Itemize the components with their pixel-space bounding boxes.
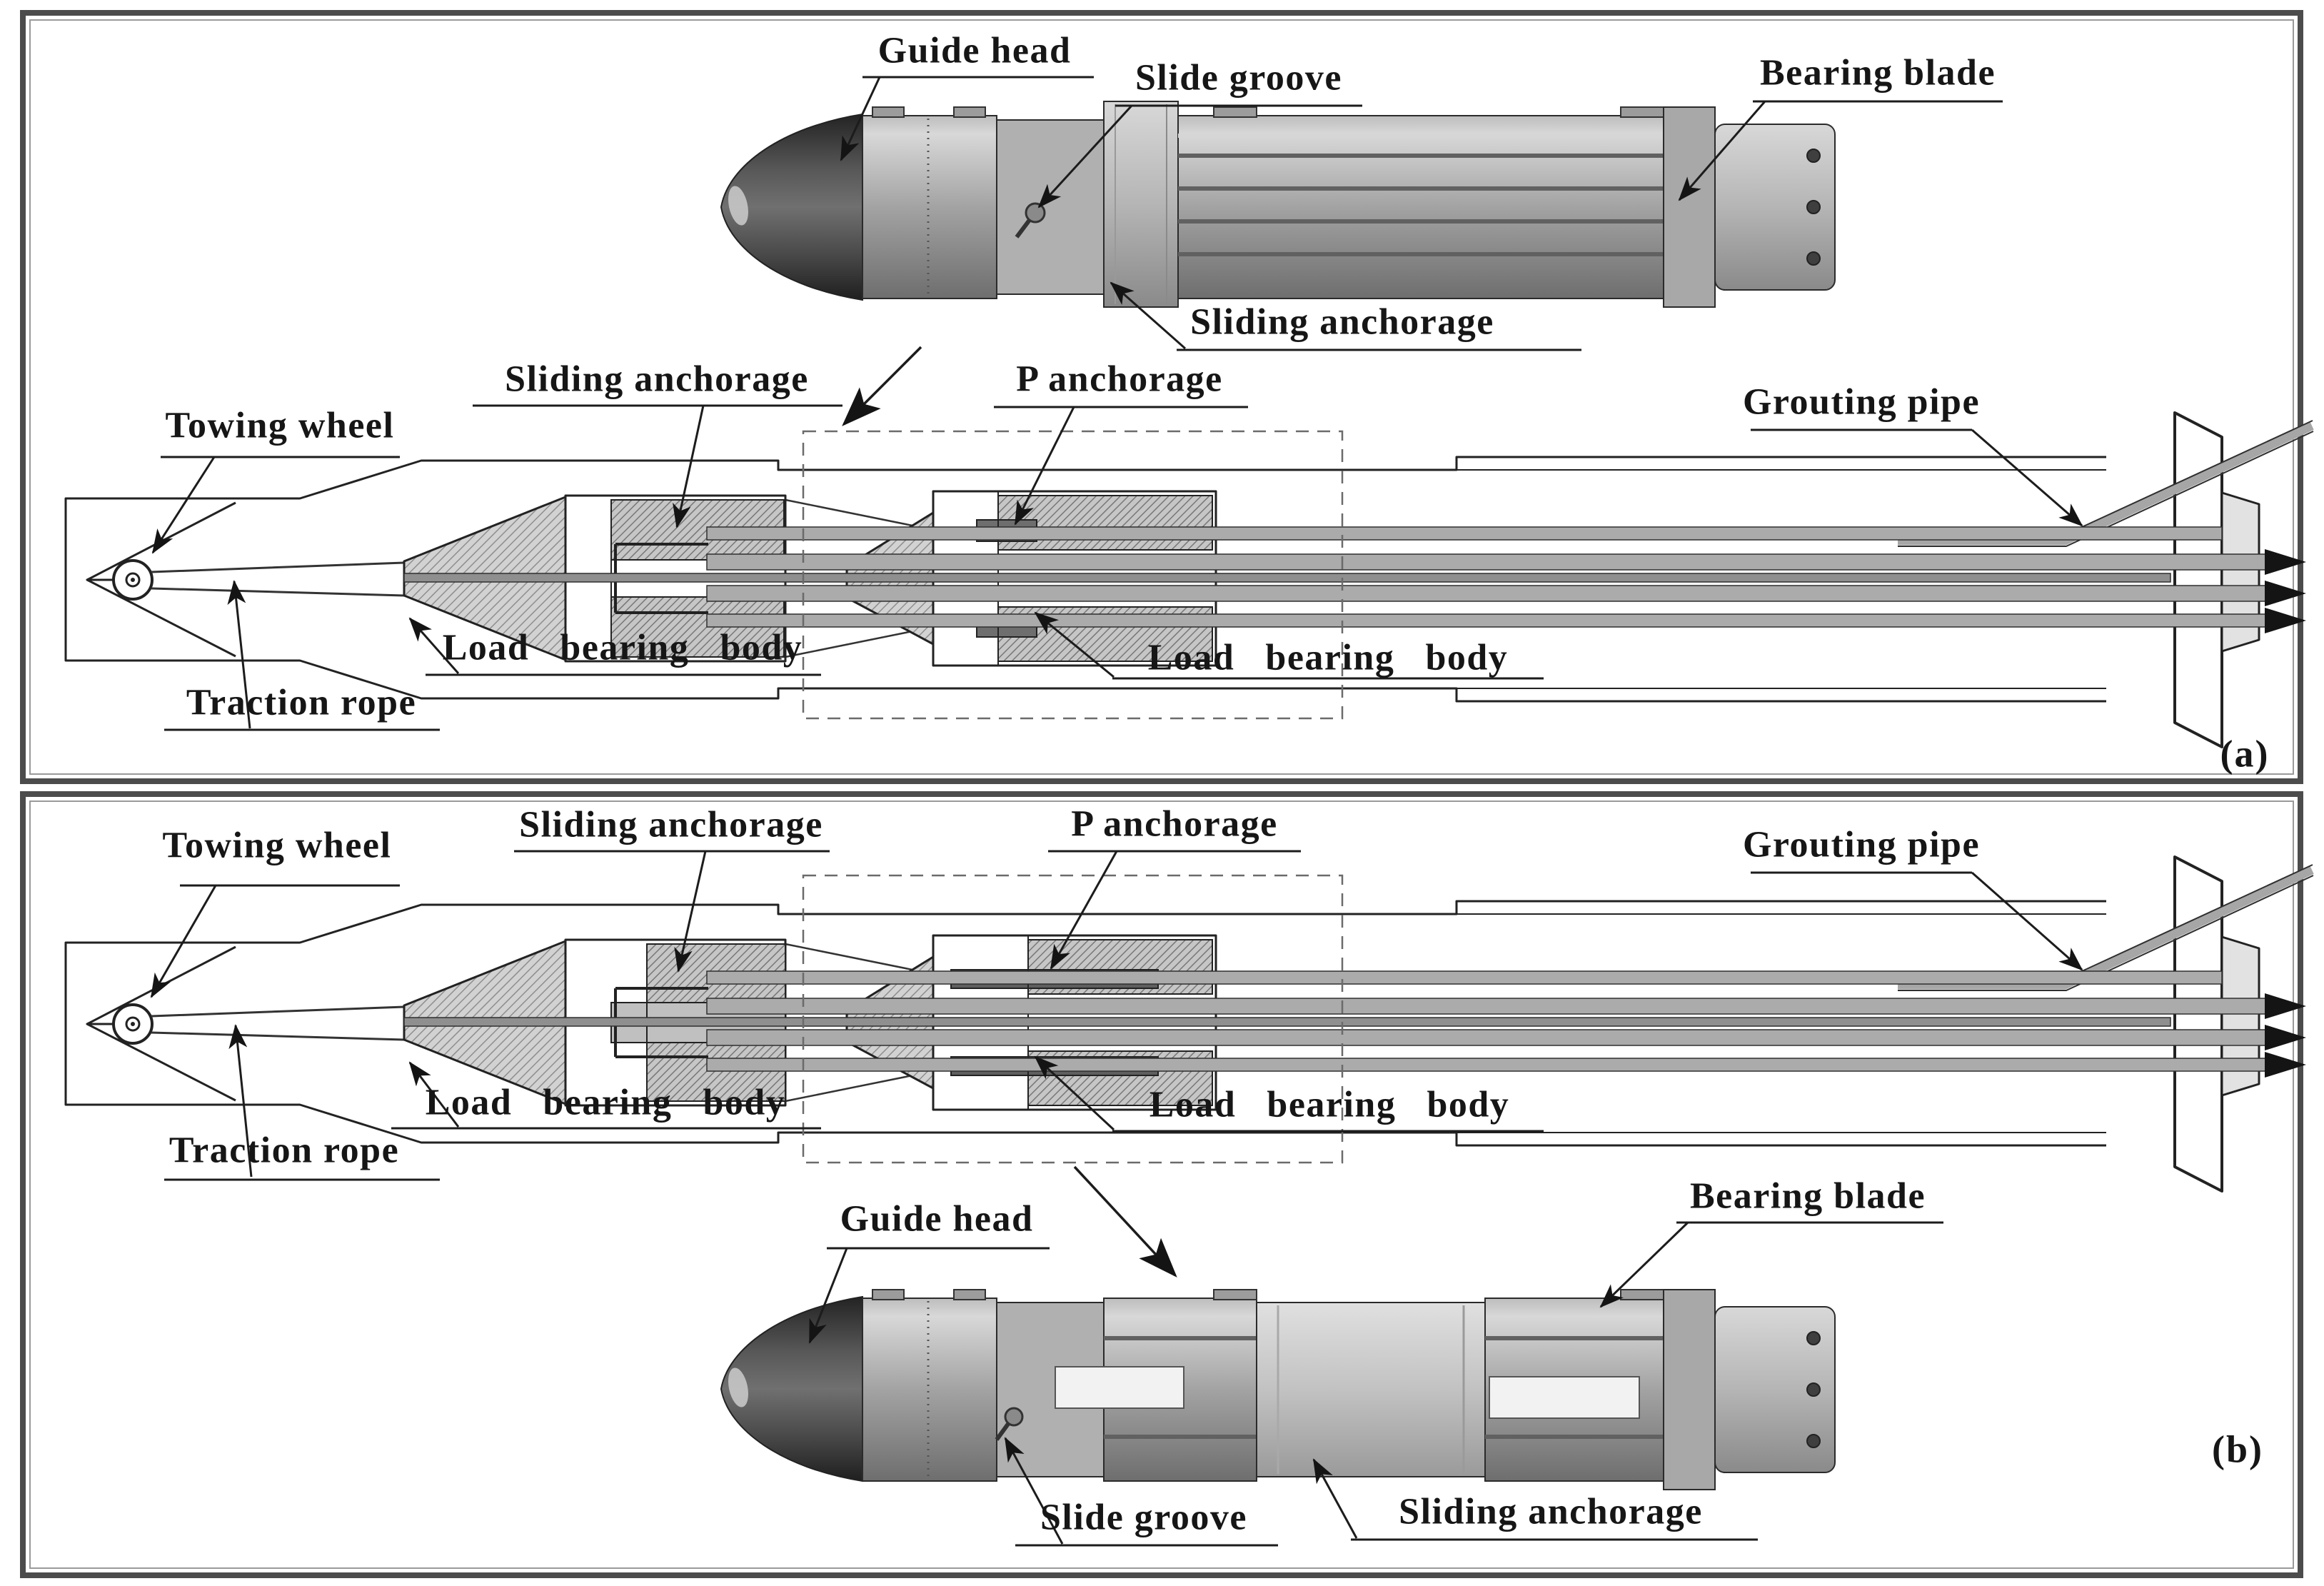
panel-tag-a: (a) bbox=[2220, 732, 2270, 776]
label-guide-head-b: Guide head bbox=[840, 1198, 1034, 1240]
schematic-2d-b bbox=[66, 857, 2313, 1191]
label-towing-wheel-a: Towing wheel bbox=[165, 405, 395, 446]
label-sliding-anchorage-schematic-b: Sliding anchorage bbox=[519, 804, 823, 845]
label-load-bearing-body-right-a: Load bearing body bbox=[1147, 637, 1509, 678]
label-load-bearing-body-left-a: Load bearing body bbox=[442, 627, 803, 668]
label-slide-groove-a: Slide groove bbox=[1135, 57, 1343, 99]
label-slide-groove-b: Slide groove bbox=[1040, 1497, 1248, 1538]
label-bearing-blade-a: Bearing blade bbox=[1759, 52, 1996, 94]
label-sliding-anchorage-model-b: Sliding anchorage bbox=[1399, 1491, 1703, 1532]
label-sliding-anchorage-model-a: Sliding anchorage bbox=[1190, 301, 1494, 343]
label-traction-rope-a: Traction rope bbox=[186, 682, 417, 723]
label-grouting-pipe-a: Grouting pipe bbox=[1742, 381, 1981, 423]
label-traction-rope-b: Traction rope bbox=[168, 1130, 400, 1171]
slide-groove-detail-a bbox=[1026, 204, 1045, 222]
sliding-anchorage-collar-b bbox=[1257, 1303, 1485, 1477]
model-3d-a bbox=[721, 101, 1835, 307]
bearing-blade-barrel-a bbox=[1178, 116, 1664, 298]
model-3d-b bbox=[721, 1290, 1835, 1490]
label-load-bearing-body-right-b: Load bearing body bbox=[1149, 1084, 1510, 1125]
label-p-anchorage-a: P anchorage bbox=[1016, 358, 1223, 400]
panel-tag-b: (b) bbox=[2212, 1427, 2263, 1471]
label-grouting-pipe-b: Grouting pipe bbox=[1742, 824, 1981, 865]
label-towing-wheel-b: Towing wheel bbox=[162, 825, 392, 866]
label-bearing-blade-b: Bearing blade bbox=[1689, 1175, 1926, 1217]
label-p-anchorage-b: P anchorage bbox=[1071, 803, 1278, 845]
label-load-bearing-body-left-b: Load bearing body bbox=[425, 1082, 786, 1123]
label-sliding-anchorage-schematic-a: Sliding anchorage bbox=[505, 358, 809, 400]
slide-groove-detail-b bbox=[1005, 1408, 1022, 1425]
label-guide-head-a: Guide head bbox=[877, 30, 1072, 71]
